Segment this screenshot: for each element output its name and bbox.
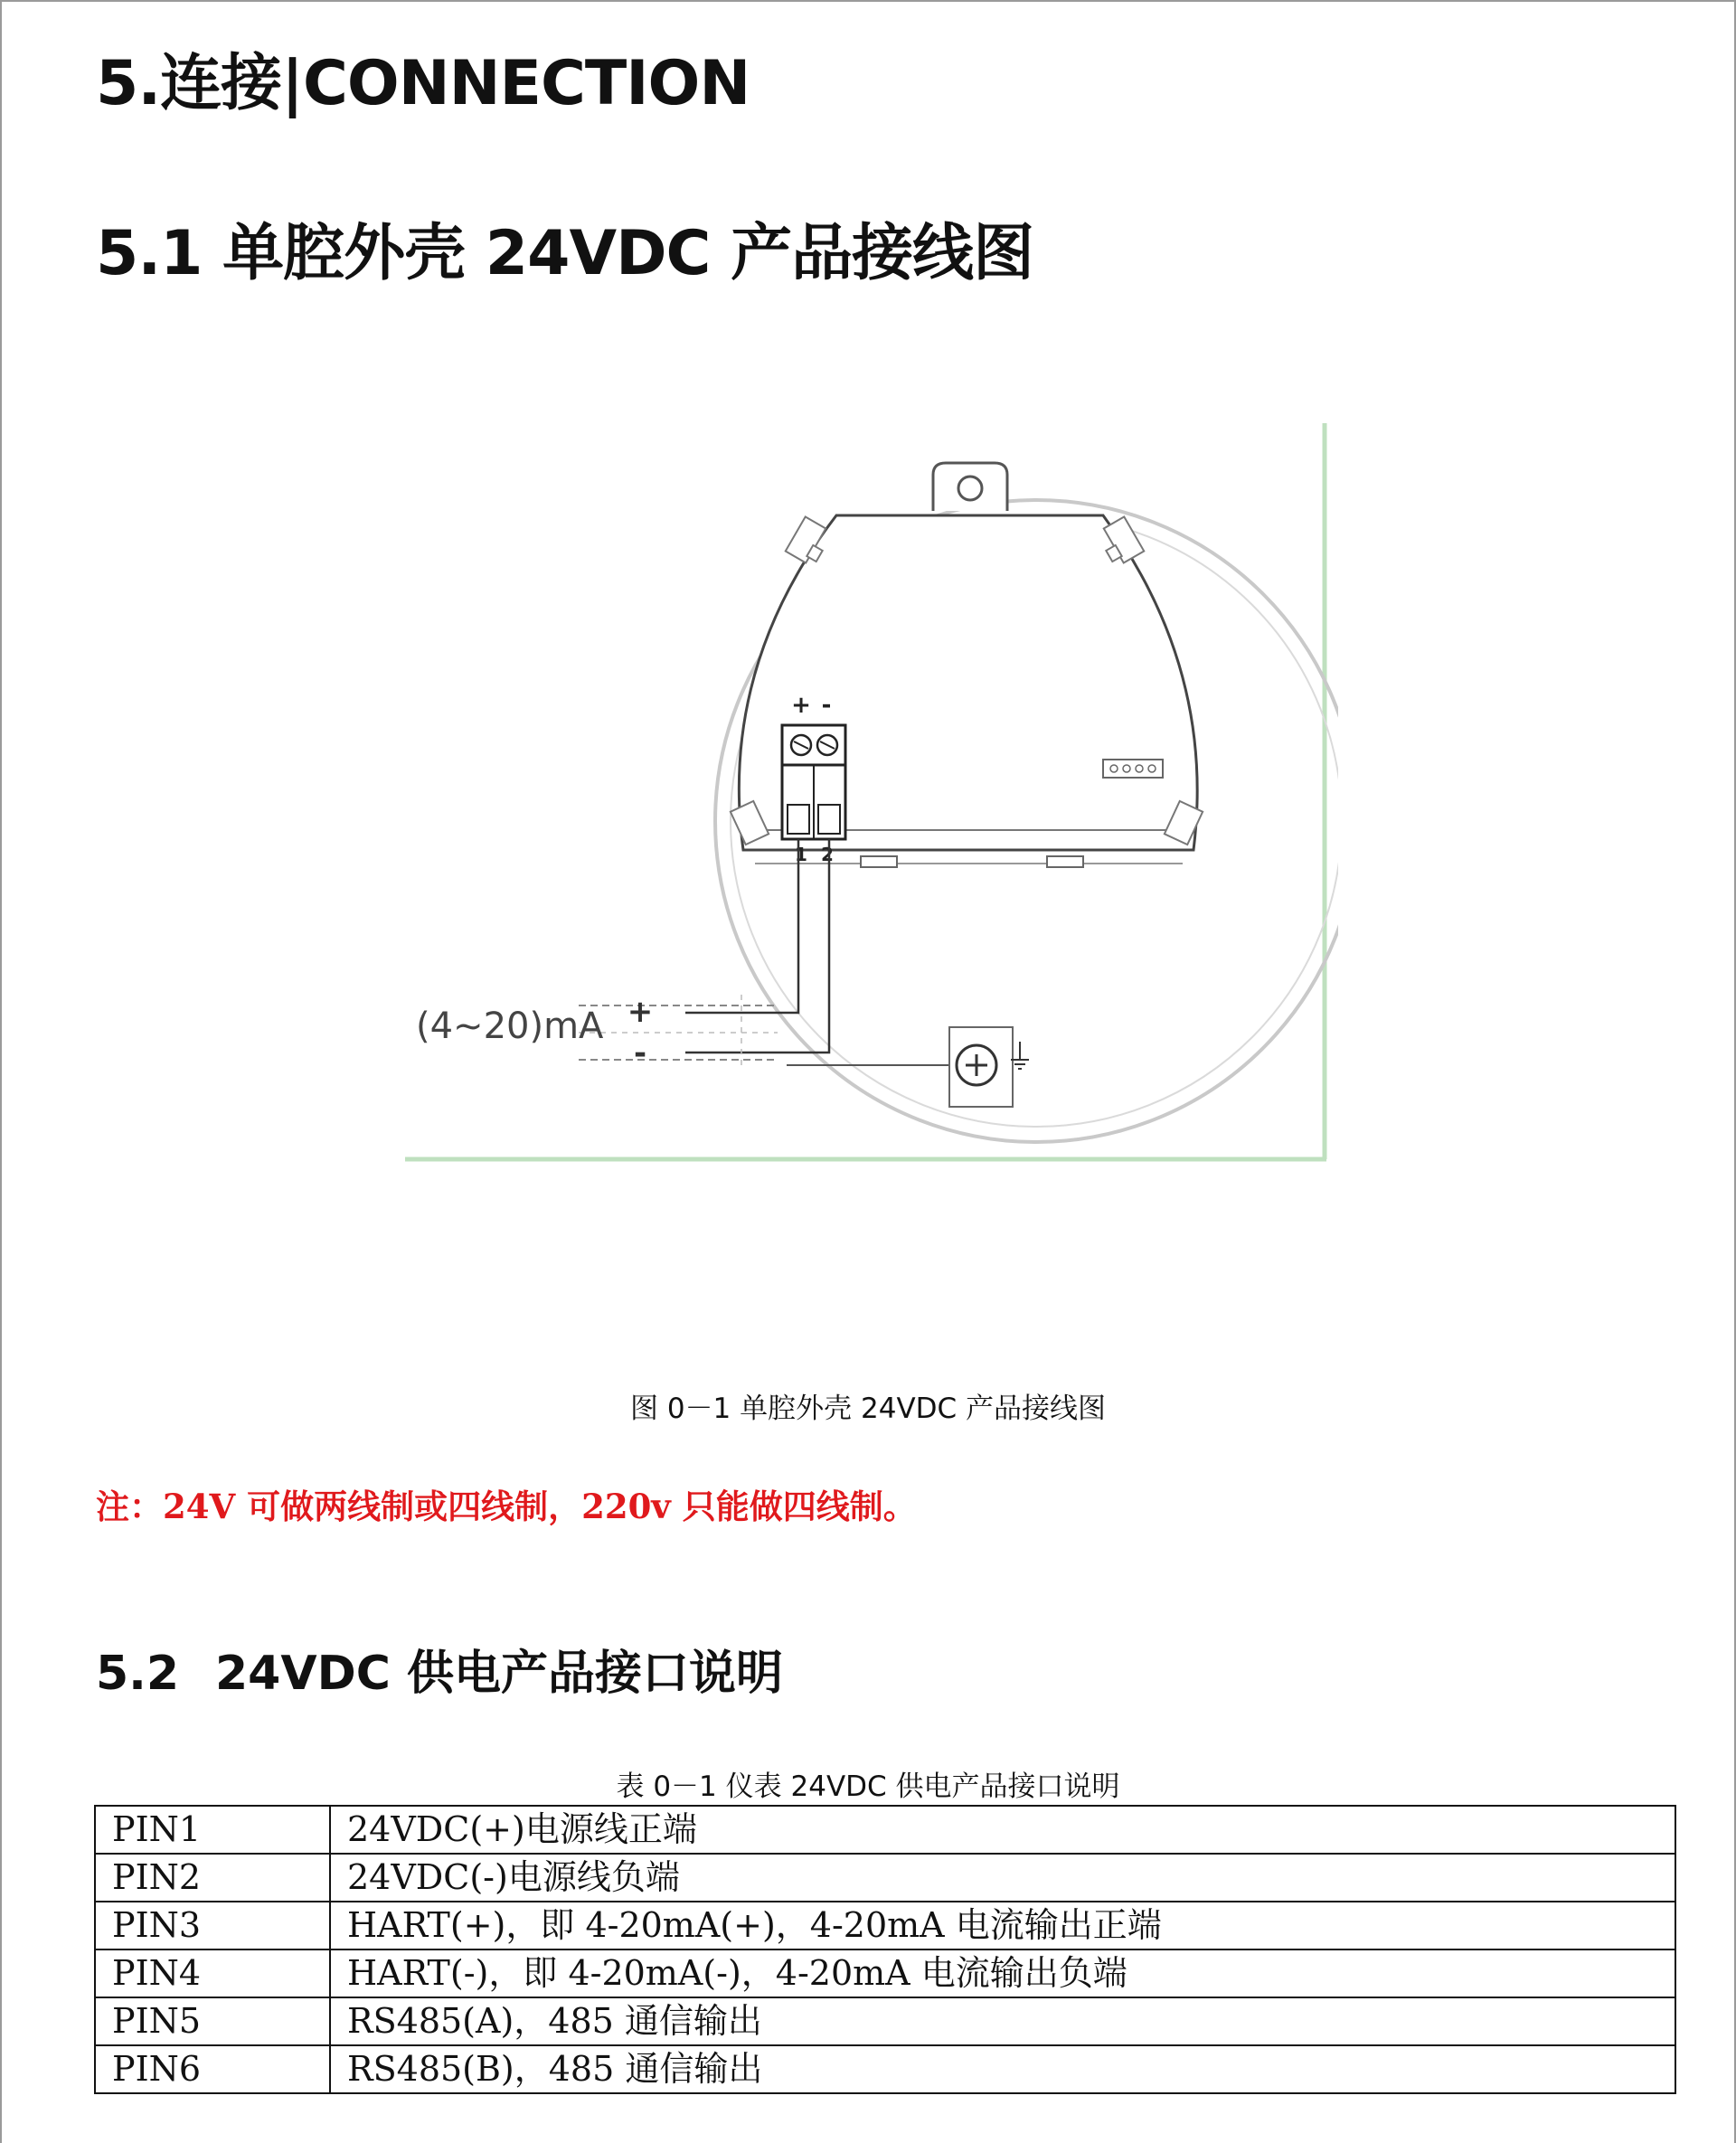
four-pin-connector: [1103, 760, 1163, 778]
terminal-plus-mark: +: [791, 692, 811, 719]
board-slot-2: [1047, 856, 1083, 867]
ground-screw-housing: [949, 1027, 1013, 1107]
table-row: [95, 1854, 1675, 1902]
subsection-1-title: 5.1 单腔外壳 24VDC 产品接线图: [96, 218, 1034, 289]
pin-cell: PIN2: [95, 1854, 330, 1902]
terminal-minus-mark: -: [821, 692, 832, 719]
signal-label: (4~20)mA: [416, 1005, 604, 1047]
signal-plus: +: [627, 994, 654, 1030]
section-title: 5.连接|CONNECTION: [96, 48, 750, 119]
table-row: [95, 1949, 1675, 1997]
pin-cell: PIN6: [95, 2045, 330, 2093]
signal-minus: -: [633, 1035, 647, 1072]
description-cell: HART(+)，即 4-20mA(+)，4-20mA 电流输出正端: [330, 1902, 1675, 1949]
description-cell: 24VDC(-)电源线负端: [330, 1854, 1675, 1902]
pin-cell: PIN4: [95, 1949, 330, 1997]
description-cell: RS485(B)，485 通信输出: [330, 2045, 1675, 2093]
subsection-2-number: 5.2: [96, 1647, 180, 1701]
table-row: [95, 1806, 1675, 1854]
terminal-1-label: 1: [795, 844, 807, 865]
clip-top-left: [786, 516, 826, 562]
pin-cell: PIN1: [95, 1806, 330, 1854]
description-cell: 24VDC(+)电源线正端: [330, 1806, 1675, 1854]
table-row: [95, 1997, 1675, 2045]
table-row: [95, 1902, 1675, 1949]
table-caption: 表 0－1 仪表 24VDC 供电产品接口说明: [616, 1770, 1120, 1803]
pin-table: [94, 1805, 1676, 2094]
pin-cell: PIN3: [95, 1902, 330, 1949]
wire-positive: [685, 839, 798, 1013]
wiring-diagram: [398, 416, 1338, 1175]
subsection-2-text: 24VDC 供电产品接口说明: [215, 1647, 784, 1701]
table-row: [95, 2045, 1675, 2093]
figure-caption: 图 0－1 单腔外壳 24VDC 产品接线图: [629, 1392, 1107, 1425]
pin-cell: PIN5: [95, 1997, 330, 2045]
wiring-note: 注：24V 可做两线制或四线制，220v 只能做四线制。: [96, 1487, 917, 1526]
top-lug: [933, 463, 1007, 511]
description-cell: RS485(A)，485 通信输出: [330, 1997, 1675, 2045]
description-cell: HART(-)，即 4-20mA(-)，4-20mA 电流输出负端: [330, 1949, 1675, 1997]
terminal-2-label: 2: [821, 844, 834, 865]
subsection-2-title: [96, 1635, 783, 1703]
board-slot-1: [861, 856, 897, 867]
